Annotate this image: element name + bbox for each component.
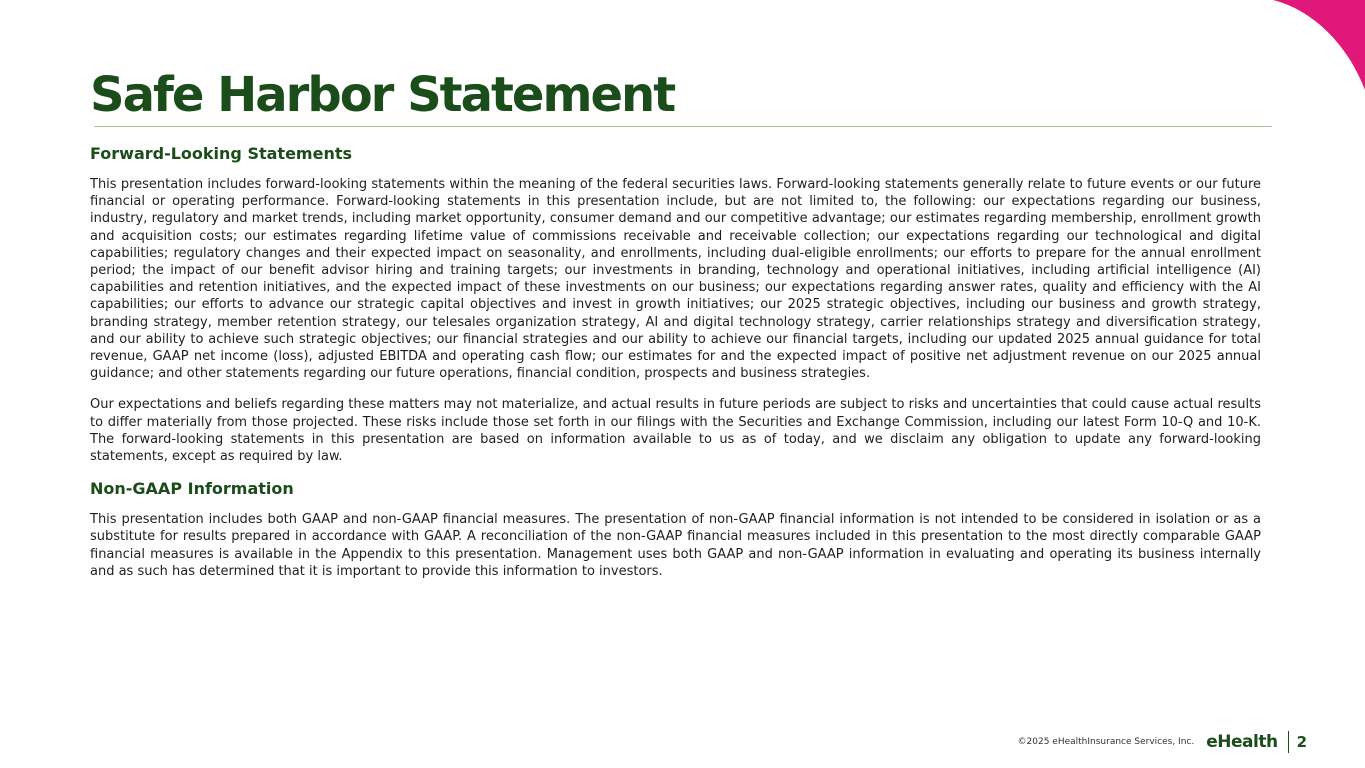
non-gaap-heading: Non-GAAP Information: [90, 479, 294, 499]
ehealth-logo: eHealth: [1206, 732, 1278, 752]
statement-body: [90, 142, 1261, 580]
copyright-text: ©2025 eHealthInsurance Services, Inc.: [1017, 737, 1195, 747]
non-gaap-paragraph: This presentation includes both GAAP and non-GAAP financial measures. The presentation of non-GAAP financial information is not intended to be considered in isolation or as a substitute for results prepared in accordance with GAAP. A reconciliation of the non-GAAP financial measures included in this presentation to the most directly comparable GAAP financial measures is available in the Appendix to this presentation. Management uses both GAAP and non-GAAP information in evaluating and operating its business internally and as such has determined that it is important to provide this information to investors.: [90, 512, 1261, 579]
forward-looking-heading: Forward-Looking Statements: [90, 144, 352, 163]
forward-looking-paragraph-1: This presentation includes forward-looking statements within the meaning of the federal securities laws. Forward-looking statements generally relate to future events or our future financial or operating performance. Forward-looking statements in this presentation include, but are not limited to, the following: our expectations regarding our business, industry, regulatory and market trends, including market opportunity, consumer demand and our competitive advantage; our estimates regarding membership, enrollment growth and acquisition costs; our estimates regarding lifetime value of commissions receivable and receivable collection; our expectations regarding our technological and digital capabilities; regulatory changes and their expected impact on seasonality, and enrollments, including dual-eligible enrollments; our efforts to prepare for the annual enrollment period; the impact of our benefit advisor hiring and training targets; our investments in branding, technology and operational initiatives, including artificial intelligence (AI) capabilities and retention initiatives, and the expected impact of these investments on our business; our expectations regarding answer rates, quality and efficiency with the AI capabilities; our efforts to advance our strategic capital objectives and invest in growth initiatives; our 2025 strategic objectives, including our business and growth strategy, branding strategy, member retention strategy, our telesales organization strategy, AI and digital technology strategy, carrier relationships strategy and diversification strategy, and our ability to achieve such strategic objectives; our financial strategies and our ability to achieve our financial targets, including our updated 2025 annual guidance for total revenue, GAAP net income (loss), adjusted EBITDA and operating cash flow; our estimates for and the expected impact of positive net adjustment revenue on our 2025 annual guidance; and other statements regarding our future operations, financial condition, prospects and business strategies.: [90, 177, 1261, 382]
footer-divider: [1288, 731, 1289, 753]
page-title: Safe Harbor Statement: [90, 67, 675, 123]
title-divider: [94, 126, 1272, 127]
corner-accent-shape: [1273, 0, 1365, 92]
page-number: 2: [1296, 733, 1307, 751]
slide-footer: [1018, 730, 1307, 754]
forward-looking-paragraph-2: Our expectations and beliefs regarding these matters may not materialize, and actual results in future periods are subject to risks and uncertainties that could cause actual results to differ materially from those projected. These risks include those set forth in our filings with the Securities and Exchange Commission, including our latest Form 10-Q and 10-K. The forward-looking statements in this presentation are based on information available to us as of today, and we disclaim any obligation to update any forward-looking statements, except as required by law.: [90, 397, 1261, 465]
